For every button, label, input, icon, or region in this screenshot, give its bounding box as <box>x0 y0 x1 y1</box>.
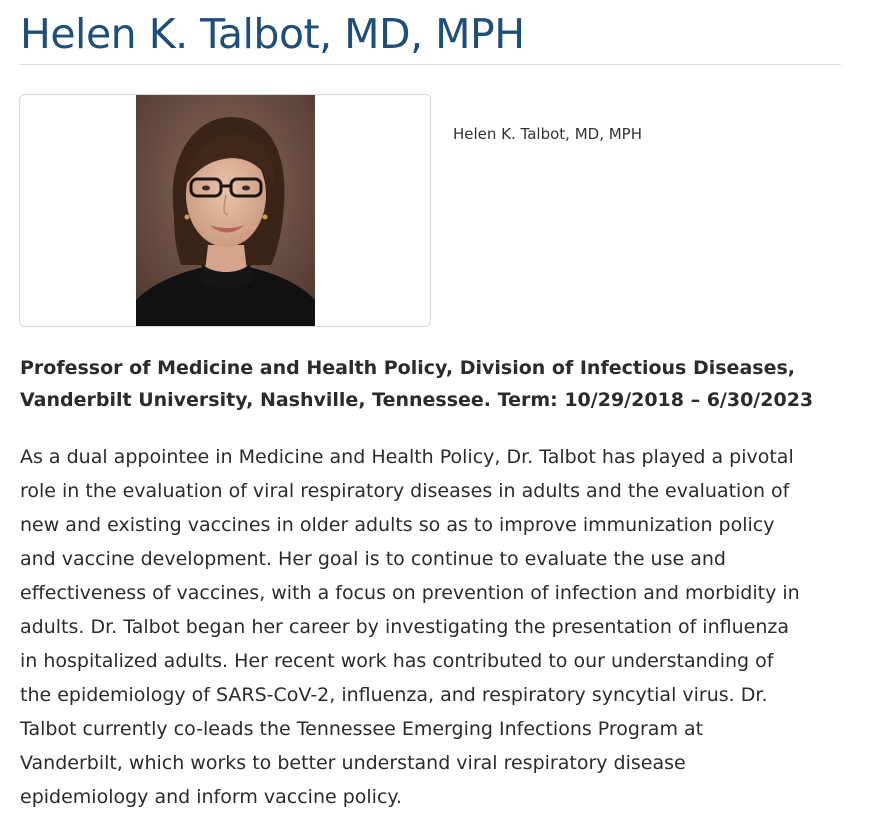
page-title: Helen K. Talbot, MD, MPH <box>20 10 525 58</box>
profile-photo-card <box>19 94 431 327</box>
bio-line: As a dual appointee in Medicine and Health Policy, Dr. Talbot has played a pivotal <box>20 446 794 468</box>
biography-paragraph <box>20 440 850 814</box>
bio-line: adults. Dr. Talbot began her career by investigating the presentation of influenza <box>20 616 789 638</box>
subtitle-line: Vanderbilt University, Nashville, Tennessee. Term: 10/29/2018 – 6/30/2023 <box>20 389 814 411</box>
title-divider <box>20 64 841 65</box>
bio-line: the epidemiology of SARS-CoV-2, influenza, and respiratory syncytial virus. Dr. <box>20 684 768 706</box>
bio-line: role in the evaluation of viral respiratory diseases in adults and the evaluation of <box>20 480 790 502</box>
photo-caption: Helen K. Talbot, MD, MPH <box>453 125 643 143</box>
bio-line: Vanderbilt, which works to better understand viral respiratory disease <box>20 752 686 774</box>
bio-line: new and existing vaccines in older adults so as to improve immunization policy <box>20 514 775 536</box>
position-subtitle <box>20 352 840 416</box>
bio-line: effectiveness of vaccines, with a focus on prevention of infection and morbidity in <box>20 582 800 604</box>
bio-line: and vaccine development. Her goal is to continue to evaluate the use and <box>20 548 726 570</box>
bio-line: epidemiology and inform vaccine policy. <box>20 786 402 808</box>
bio-line: Talbot currently co-leads the Tennessee Emerging Infections Program at <box>20 718 704 740</box>
subtitle-line: Professor of Medicine and Health Policy, Division of Infectious Diseases, <box>20 357 795 379</box>
portrait-photo-icon <box>136 95 315 326</box>
bio-line: in hospitalized adults. Her recent work has contributed to our understanding of <box>20 650 774 672</box>
